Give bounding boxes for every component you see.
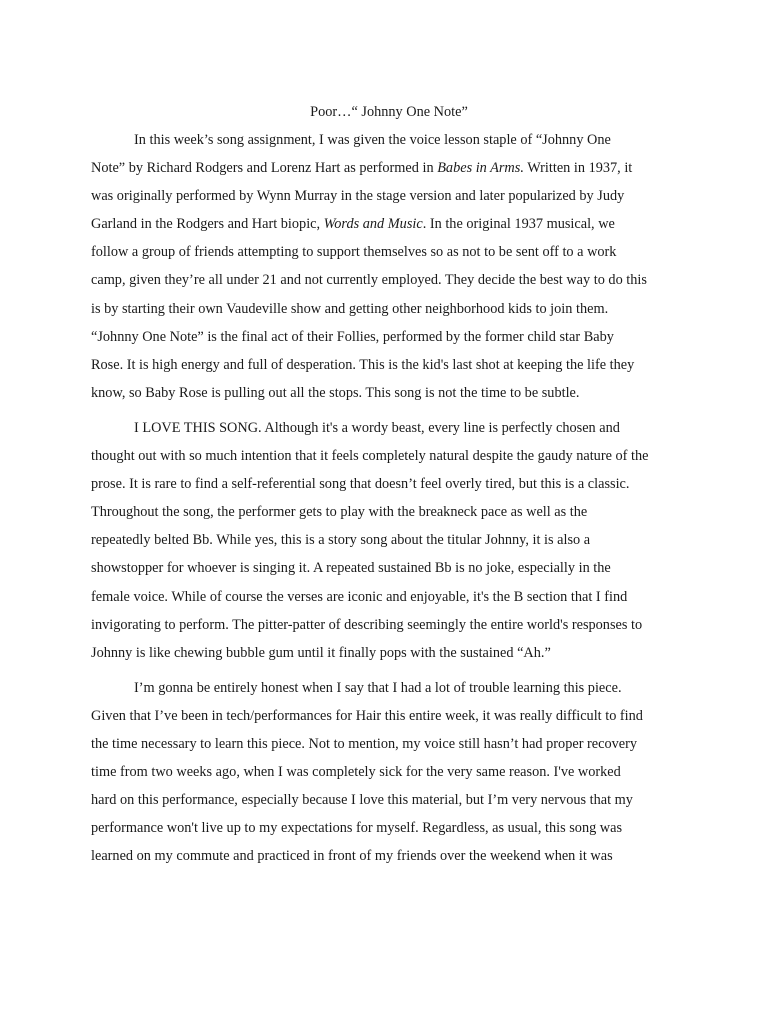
text-line: performance won't live up to my expectations for myself. Regardless, as usual, this song was xyxy=(91,820,623,837)
text-line: “Johnny One Note” is the final act of their Follies, performed by the former child star Baby xyxy=(91,328,614,345)
text-line: I LOVE THIS SONG. Although it's a wordy beast, every line is perfectly chosen and xyxy=(134,419,620,436)
text-line: Rose. It is high energy and full of desperation. This is the kid's last shot at keeping the life they xyxy=(91,356,635,373)
document-title: Poor…“ Johnny One Note” xyxy=(310,104,468,120)
text-line: In this week’s song assignment, I was given the voice lesson staple of “Johnny One xyxy=(134,132,611,148)
text-line: learned on my commute and practiced in front of my friends over the weekend when it was xyxy=(91,848,613,865)
text-line: Johnny is like chewing bubble gum until it finally pops with the sustained “Ah.” xyxy=(91,644,551,661)
show-title-italic: Babes in Arms. xyxy=(437,160,524,177)
text-line: follow a group of friends attempting to support themselves so as not to be sent off to a work xyxy=(91,244,617,261)
paragraph-3 xyxy=(91,674,681,871)
text-line: prose. It is rare to find a self-referential song that doesn’t feel overly tired, but this is a classic. xyxy=(91,476,630,493)
text-line: I’m gonna be entirely honest when I say that I had a lot of trouble learning this piece. xyxy=(134,679,622,696)
text-line: is by starting their own Vaudeville show and getting other neighborhood kids to join them. xyxy=(91,300,609,317)
document-page xyxy=(91,98,681,870)
text-line: camp, given they’re all under 21 and not currently employed. They decide the best way to do this xyxy=(91,272,647,289)
text-line: Throughout the song, the performer gets to play with the breakneck pace as well as the xyxy=(91,504,588,521)
text-run: Garland in the Rodgers and Hart biopic, xyxy=(91,216,324,233)
text-line: showstopper for whoever is singing it. A repeated sustained Bb is no joke, especially in the xyxy=(91,560,611,577)
text-line: the time necessary to learn this piece. Not to mention, my voice still hasn’t had proper recovery xyxy=(91,735,638,752)
text-run: . In the original 1937 musical, we xyxy=(422,216,615,233)
text-line: time from two weeks ago, when I was completely sick for the very same reason. I've worked xyxy=(91,764,621,781)
text-line xyxy=(91,154,681,182)
text-run: Note” by Richard Rodgers and Lorenz Hart as performed in xyxy=(91,160,438,177)
paragraph-2 xyxy=(91,414,681,667)
film-title-italic: Words and Music xyxy=(323,216,423,233)
text-line: repeatedly belted Bb. While yes, this is a story song about the titular Johnny, it is also a xyxy=(91,532,591,549)
text-line: invigorating to perform. The pitter-patter of describing seemingly the entire world's responses to xyxy=(91,616,643,633)
text-line: female voice. While of course the verses are iconic and enjoyable, it's the B section that I find xyxy=(91,588,628,605)
text-line: Given that I’ve been in tech/performances for Hair this entire week, it was really difficult to find xyxy=(91,707,643,724)
text-line xyxy=(91,210,681,238)
text-line: thought out with so much intention that it feels completely natural despite the gaudy nature of the xyxy=(91,448,649,465)
text-line: was originally performed by Wynn Murray in the stage version and later popularized by Judy xyxy=(91,188,625,205)
paragraph-1 xyxy=(91,126,681,407)
text-run: Written in 1937, it xyxy=(523,160,633,177)
text-line: know, so Baby Rose is pulling out all the stops. This song is not the time to be subtle. xyxy=(91,384,580,401)
text-line: hard on this performance, especially because I love this material, but I’m very nervous that my xyxy=(91,792,633,809)
